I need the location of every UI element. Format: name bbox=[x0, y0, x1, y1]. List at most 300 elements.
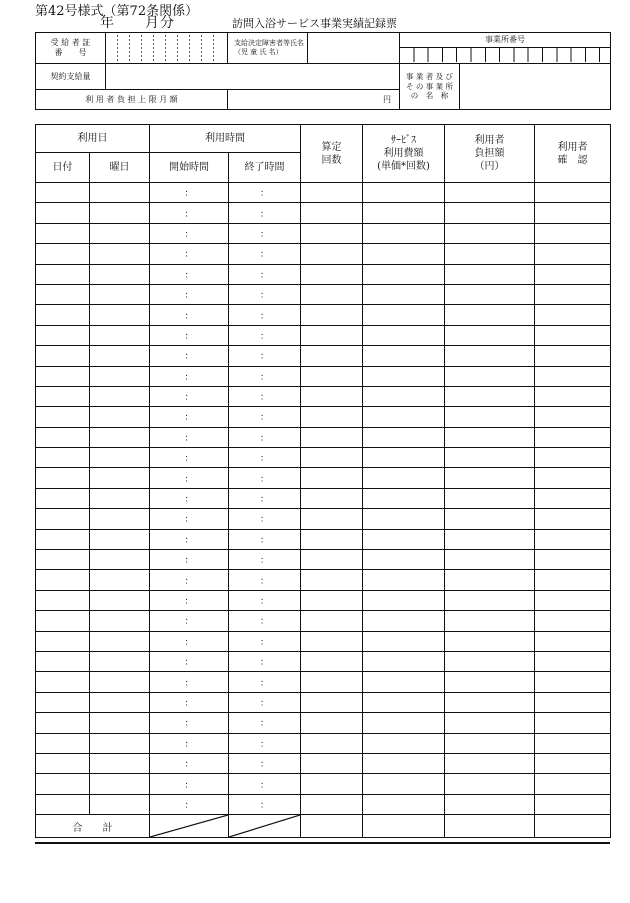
date-cell[interactable] bbox=[36, 713, 90, 733]
user-confirm-cell[interactable] bbox=[535, 407, 611, 427]
user-confirm-cell[interactable] bbox=[535, 203, 611, 223]
weekday-cell[interactable] bbox=[90, 284, 150, 304]
weekday-cell[interactable] bbox=[90, 631, 150, 651]
contract-amount-field[interactable] bbox=[106, 64, 400, 90]
start-time-cell[interactable] bbox=[150, 223, 229, 243]
weekday-cell[interactable] bbox=[90, 407, 150, 427]
start-time-cell[interactable] bbox=[150, 570, 229, 590]
date-cell[interactable] bbox=[36, 550, 90, 570]
service-fee-cell[interactable] bbox=[363, 733, 445, 753]
user-burden-cell[interactable] bbox=[445, 529, 535, 549]
user-confirm-cell[interactable] bbox=[535, 733, 611, 753]
time-colon: ： bbox=[259, 719, 269, 730]
date-cell[interactable] bbox=[36, 611, 90, 631]
user-confirm-cell[interactable] bbox=[535, 774, 611, 794]
start-time-cell[interactable] bbox=[150, 305, 229, 325]
date-cell[interactable] bbox=[36, 325, 90, 345]
end-time-cell[interactable] bbox=[229, 386, 301, 406]
office-number-field[interactable] bbox=[400, 48, 610, 62]
user-burden-cell[interactable] bbox=[445, 305, 535, 325]
time-colon: ： bbox=[259, 250, 269, 261]
date-cell[interactable] bbox=[36, 631, 90, 651]
user-burden-cell[interactable] bbox=[445, 183, 535, 203]
start-time-cell[interactable] bbox=[150, 366, 229, 386]
calc-count-cell[interactable] bbox=[301, 386, 363, 406]
date-cell[interactable] bbox=[36, 264, 90, 284]
user-burden-cell[interactable] bbox=[445, 651, 535, 671]
service-fee-cell[interactable] bbox=[363, 672, 445, 692]
service-fee-cell[interactable] bbox=[363, 427, 445, 447]
table-row bbox=[36, 223, 611, 243]
year-month: 年 月分 bbox=[100, 15, 175, 31]
user-confirm-cell[interactable] bbox=[535, 325, 611, 345]
calc-count-cell[interactable] bbox=[301, 183, 363, 203]
calc-count-cell[interactable] bbox=[301, 284, 363, 304]
provider-field[interactable] bbox=[460, 64, 611, 110]
table-row bbox=[36, 550, 611, 570]
weekday-cell[interactable] bbox=[90, 713, 150, 733]
time-colon: ： bbox=[259, 658, 269, 669]
calc-count-cell[interactable] bbox=[301, 448, 363, 468]
end-time-cell[interactable] bbox=[229, 631, 301, 651]
user-burden-cell[interactable] bbox=[445, 427, 535, 447]
service-fee-cell[interactable] bbox=[363, 570, 445, 590]
weekday-cell[interactable] bbox=[90, 346, 150, 366]
weekday-cell[interactable] bbox=[90, 692, 150, 712]
start-time-cell[interactable] bbox=[150, 407, 229, 427]
weekday-cell[interactable] bbox=[90, 590, 150, 610]
end-time-cell[interactable] bbox=[229, 284, 301, 304]
user-confirm-cell[interactable] bbox=[535, 692, 611, 712]
date-cell[interactable] bbox=[36, 284, 90, 304]
calc-count-cell[interactable] bbox=[301, 550, 363, 570]
time-colon: ： bbox=[184, 352, 194, 363]
service-fee-cell[interactable] bbox=[363, 651, 445, 671]
calc-count-cell[interactable] bbox=[301, 203, 363, 223]
time-colon: ： bbox=[259, 454, 269, 465]
total-service-fee[interactable] bbox=[363, 815, 445, 838]
service-fee-cell[interactable] bbox=[363, 774, 445, 794]
user-confirm-cell[interactable] bbox=[535, 529, 611, 549]
time-colon: ： bbox=[259, 535, 269, 546]
service-fee-cell[interactable] bbox=[363, 713, 445, 733]
support-person-field[interactable] bbox=[308, 33, 400, 64]
user-burden-cell[interactable] bbox=[445, 448, 535, 468]
start-time-cell[interactable] bbox=[150, 753, 229, 773]
time-colon: ： bbox=[184, 495, 194, 506]
date-cell[interactable] bbox=[36, 407, 90, 427]
user-confirm-cell[interactable] bbox=[535, 305, 611, 325]
user-confirm-cell[interactable] bbox=[535, 386, 611, 406]
calc-count-cell[interactable] bbox=[301, 672, 363, 692]
date-cell[interactable] bbox=[36, 753, 90, 773]
calc-count-cell[interactable] bbox=[301, 488, 363, 508]
date-cell[interactable] bbox=[36, 366, 90, 386]
user-burden-cell[interactable] bbox=[445, 753, 535, 773]
user-burden-cell[interactable] bbox=[445, 346, 535, 366]
calc-count-cell[interactable] bbox=[301, 468, 363, 488]
date-cell[interactable] bbox=[36, 223, 90, 243]
user-confirm-cell[interactable] bbox=[535, 244, 611, 264]
start-time-cell[interactable] bbox=[150, 488, 229, 508]
table-row bbox=[36, 468, 611, 488]
user-burden-cell[interactable] bbox=[445, 488, 535, 508]
weekday-header: 曜日 bbox=[90, 153, 150, 183]
user-burden-cell[interactable] bbox=[445, 713, 535, 733]
service-fee-cell[interactable] bbox=[363, 183, 445, 203]
end-time-cell[interactable] bbox=[229, 427, 301, 447]
end-time-cell[interactable] bbox=[229, 264, 301, 284]
end-time-cell[interactable] bbox=[229, 651, 301, 671]
time-colon: ： bbox=[184, 780, 194, 791]
end-time-cell[interactable] bbox=[229, 244, 301, 264]
total-user-confirm[interactable] bbox=[535, 815, 611, 838]
user-confirm-cell[interactable] bbox=[535, 448, 611, 468]
end-time-cell[interactable] bbox=[229, 468, 301, 488]
end-time-cell[interactable] bbox=[229, 692, 301, 712]
calc-count-cell[interactable] bbox=[301, 427, 363, 447]
start-time-cell[interactable] bbox=[150, 774, 229, 794]
calc-count-cell[interactable] bbox=[301, 346, 363, 366]
end-time-cell[interactable] bbox=[229, 713, 301, 733]
service-fee-cell[interactable] bbox=[363, 550, 445, 570]
start-time-cell[interactable] bbox=[150, 468, 229, 488]
user-confirm-cell[interactable] bbox=[535, 509, 611, 529]
office-number-label: 事業所番号 bbox=[400, 33, 610, 48]
time-colon: ： bbox=[184, 433, 194, 444]
end-time-cell[interactable] bbox=[229, 488, 301, 508]
start-time-cell[interactable] bbox=[150, 631, 229, 651]
total-label: 合 計 bbox=[36, 815, 150, 838]
weekday-cell[interactable] bbox=[90, 753, 150, 773]
user-confirm-cell[interactable] bbox=[535, 366, 611, 386]
start-time-cell[interactable] bbox=[150, 590, 229, 610]
user-burden-limit-field[interactable] bbox=[228, 90, 400, 110]
user-confirm-cell[interactable] bbox=[535, 550, 611, 570]
start-time-cell[interactable] bbox=[150, 794, 229, 814]
end-time-cell[interactable] bbox=[229, 774, 301, 794]
weekday-cell[interactable] bbox=[90, 488, 150, 508]
weekday-cell[interactable] bbox=[90, 244, 150, 264]
service-fee-cell[interactable] bbox=[363, 305, 445, 325]
time-colon: ： bbox=[184, 189, 194, 200]
calc-count-cell[interactable] bbox=[301, 651, 363, 671]
time-colon: ： bbox=[184, 270, 194, 281]
start-time-cell[interactable] bbox=[150, 284, 229, 304]
user-burden-cell[interactable] bbox=[445, 264, 535, 284]
user-burden-cell[interactable] bbox=[445, 366, 535, 386]
service-fee-cell[interactable] bbox=[363, 244, 445, 264]
weekday-cell[interactable] bbox=[90, 733, 150, 753]
weekday-cell[interactable] bbox=[90, 529, 150, 549]
weekday-cell[interactable] bbox=[90, 509, 150, 529]
date-cell[interactable] bbox=[36, 570, 90, 590]
calc-count-cell[interactable] bbox=[301, 794, 363, 814]
start-time-cell[interactable] bbox=[150, 427, 229, 447]
user-confirm-cell[interactable] bbox=[535, 631, 611, 651]
user-burden-cell[interactable] bbox=[445, 570, 535, 590]
service-fee-cell[interactable] bbox=[363, 529, 445, 549]
date-cell[interactable] bbox=[36, 346, 90, 366]
end-time-cell[interactable] bbox=[229, 570, 301, 590]
recipient-number-field[interactable] bbox=[106, 33, 228, 64]
calc-count-cell[interactable] bbox=[301, 753, 363, 773]
service-fee-cell[interactable] bbox=[363, 386, 445, 406]
weekday-cell[interactable] bbox=[90, 264, 150, 284]
date-cell[interactable] bbox=[36, 448, 90, 468]
user-burden-cell[interactable] bbox=[445, 203, 535, 223]
user-burden-cell[interactable] bbox=[445, 631, 535, 651]
calc-count-cell[interactable] bbox=[301, 509, 363, 529]
service-fee-cell[interactable] bbox=[363, 488, 445, 508]
total-user-burden[interactable] bbox=[445, 815, 535, 838]
end-time-cell[interactable] bbox=[229, 325, 301, 345]
time-colon: ： bbox=[259, 229, 269, 240]
weekday-cell[interactable] bbox=[90, 794, 150, 814]
user-confirm-cell[interactable] bbox=[535, 753, 611, 773]
time-colon: ： bbox=[259, 617, 269, 628]
weekday-cell[interactable] bbox=[90, 183, 150, 203]
table-row bbox=[36, 183, 611, 203]
date-cell[interactable] bbox=[36, 651, 90, 671]
time-colon: ： bbox=[259, 413, 269, 424]
table-row bbox=[36, 407, 611, 427]
end-time-cell[interactable] bbox=[229, 794, 301, 814]
weekday-cell[interactable] bbox=[90, 468, 150, 488]
start-time-cell[interactable] bbox=[150, 325, 229, 345]
user-confirm-cell[interactable] bbox=[535, 611, 611, 631]
service-fee-cell[interactable] bbox=[363, 448, 445, 468]
time-colon: ： bbox=[184, 576, 194, 587]
service-fee-cell[interactable] bbox=[363, 794, 445, 814]
service-fee-cell[interactable] bbox=[363, 325, 445, 345]
user-confirm-cell[interactable] bbox=[535, 183, 611, 203]
calc-count-cell[interactable] bbox=[301, 733, 363, 753]
end-time-cell[interactable] bbox=[229, 753, 301, 773]
user-confirm-cell[interactable] bbox=[535, 713, 611, 733]
total-calc-count[interactable] bbox=[301, 815, 363, 838]
user-burden-cell[interactable] bbox=[445, 325, 535, 345]
yen-unit: 円 bbox=[383, 95, 391, 104]
user-burden-cell[interactable] bbox=[445, 223, 535, 243]
start-time-cell[interactable] bbox=[150, 713, 229, 733]
user-burden-cell[interactable] bbox=[445, 774, 535, 794]
start-time-cell[interactable] bbox=[150, 448, 229, 468]
calc-count-cell[interactable] bbox=[301, 529, 363, 549]
service-fee-cell[interactable] bbox=[363, 692, 445, 712]
end-time-cell[interactable] bbox=[229, 509, 301, 529]
calc-count-cell[interactable] bbox=[301, 366, 363, 386]
user-confirm-cell[interactable] bbox=[535, 427, 611, 447]
date-cell[interactable] bbox=[36, 386, 90, 406]
end-time-cell[interactable] bbox=[229, 346, 301, 366]
service-fee-header: ｻｰﾋﾞｽ 利用費額 (単価*回数) bbox=[363, 125, 445, 183]
end-time-cell[interactable] bbox=[229, 223, 301, 243]
weekday-cell[interactable] bbox=[90, 223, 150, 243]
service-fee-cell[interactable] bbox=[363, 346, 445, 366]
start-time-cell[interactable] bbox=[150, 244, 229, 264]
service-fee-cell[interactable] bbox=[363, 611, 445, 631]
calc-count-cell[interactable] bbox=[301, 692, 363, 712]
table-row bbox=[36, 264, 611, 284]
service-record-table bbox=[35, 124, 611, 838]
start-time-cell[interactable] bbox=[150, 529, 229, 549]
user-confirm-cell[interactable] bbox=[535, 223, 611, 243]
end-time-header: 終了時間 bbox=[229, 153, 301, 183]
user-confirm-cell[interactable] bbox=[535, 570, 611, 590]
calc-count-cell[interactable] bbox=[301, 570, 363, 590]
end-time-cell[interactable] bbox=[229, 590, 301, 610]
service-fee-cell[interactable] bbox=[363, 631, 445, 651]
date-cell[interactable] bbox=[36, 733, 90, 753]
weekday-cell[interactable] bbox=[90, 611, 150, 631]
end-time-cell[interactable] bbox=[229, 448, 301, 468]
calc-count-cell[interactable] bbox=[301, 611, 363, 631]
start-time-cell[interactable] bbox=[150, 692, 229, 712]
time-colon: ： bbox=[259, 209, 269, 220]
calc-count-cell[interactable] bbox=[301, 223, 363, 243]
start-time-cell[interactable] bbox=[150, 264, 229, 284]
weekday-cell[interactable] bbox=[90, 203, 150, 223]
date-cell[interactable] bbox=[36, 529, 90, 549]
date-cell[interactable] bbox=[36, 244, 90, 264]
start-time-cell[interactable] bbox=[150, 651, 229, 671]
date-cell[interactable] bbox=[36, 183, 90, 203]
calc-count-cell[interactable] bbox=[301, 264, 363, 284]
user-burden-cell[interactable] bbox=[445, 244, 535, 264]
calc-count-cell[interactable] bbox=[301, 774, 363, 794]
end-time-cell[interactable] bbox=[229, 305, 301, 325]
start-time-cell[interactable] bbox=[150, 509, 229, 529]
user-burden-cell[interactable] bbox=[445, 550, 535, 570]
date-cell[interactable] bbox=[36, 672, 90, 692]
user-burden-cell[interactable] bbox=[445, 692, 535, 712]
user-burden-cell[interactable] bbox=[445, 590, 535, 610]
user-burden-cell[interactable] bbox=[445, 284, 535, 304]
weekday-cell[interactable] bbox=[90, 305, 150, 325]
end-time-cell[interactable] bbox=[229, 672, 301, 692]
service-fee-cell[interactable] bbox=[363, 753, 445, 773]
date-cell[interactable] bbox=[36, 305, 90, 325]
date-cell[interactable] bbox=[36, 468, 90, 488]
start-time-cell[interactable] bbox=[150, 346, 229, 366]
date-cell[interactable] bbox=[36, 509, 90, 529]
start-time-cell[interactable] bbox=[150, 183, 229, 203]
user-burden-cell[interactable] bbox=[445, 794, 535, 814]
time-colon: ： bbox=[259, 739, 269, 750]
weekday-cell[interactable] bbox=[90, 427, 150, 447]
user-confirm-cell[interactable] bbox=[535, 794, 611, 814]
user-confirm-cell[interactable] bbox=[535, 590, 611, 610]
weekday-cell[interactable] bbox=[90, 774, 150, 794]
calc-count-cell[interactable] bbox=[301, 305, 363, 325]
calc-count-cell[interactable] bbox=[301, 590, 363, 610]
calc-count-cell[interactable] bbox=[301, 631, 363, 651]
user-burden-cell[interactable] bbox=[445, 386, 535, 406]
service-fee-cell[interactable] bbox=[363, 223, 445, 243]
table-row bbox=[36, 631, 611, 651]
end-time-cell[interactable] bbox=[229, 611, 301, 631]
end-time-cell[interactable] bbox=[229, 203, 301, 223]
end-time-cell[interactable] bbox=[229, 529, 301, 549]
date-cell[interactable] bbox=[36, 590, 90, 610]
start-time-cell[interactable] bbox=[150, 386, 229, 406]
table-row bbox=[36, 611, 611, 631]
user-confirm-cell[interactable] bbox=[535, 672, 611, 692]
time-colon: ： bbox=[259, 637, 269, 648]
service-fee-cell[interactable] bbox=[363, 407, 445, 427]
date-cell[interactable] bbox=[36, 488, 90, 508]
date-cell[interactable] bbox=[36, 203, 90, 223]
user-burden-cell[interactable] bbox=[445, 407, 535, 427]
service-fee-cell[interactable] bbox=[363, 509, 445, 529]
weekday-cell[interactable] bbox=[90, 550, 150, 570]
user-confirm-cell[interactable] bbox=[535, 488, 611, 508]
user-burden-cell[interactable] bbox=[445, 468, 535, 488]
end-time-cell[interactable] bbox=[229, 550, 301, 570]
weekday-cell[interactable] bbox=[90, 651, 150, 671]
weekday-cell[interactable] bbox=[90, 386, 150, 406]
end-time-cell[interactable] bbox=[229, 366, 301, 386]
table-row bbox=[36, 448, 611, 468]
time-colon: ： bbox=[184, 800, 194, 811]
service-fee-cell[interactable] bbox=[363, 264, 445, 284]
start-time-cell[interactable] bbox=[150, 672, 229, 692]
calc-count-cell[interactable] bbox=[301, 713, 363, 733]
weekday-cell[interactable] bbox=[90, 448, 150, 468]
user-confirm-header: 利用者 確 認 bbox=[535, 125, 611, 183]
date-cell[interactable] bbox=[36, 427, 90, 447]
weekday-cell[interactable] bbox=[90, 570, 150, 590]
table-row bbox=[36, 346, 611, 366]
time-colon: ： bbox=[184, 739, 194, 750]
time-colon: ： bbox=[184, 250, 194, 261]
user-burden-cell[interactable] bbox=[445, 733, 535, 753]
weekday-cell[interactable] bbox=[90, 325, 150, 345]
user-confirm-cell[interactable] bbox=[535, 651, 611, 671]
date-cell[interactable] bbox=[36, 774, 90, 794]
date-cell[interactable] bbox=[36, 692, 90, 712]
user-burden-cell[interactable] bbox=[445, 672, 535, 692]
start-time-cell[interactable] bbox=[150, 733, 229, 753]
calc-count-cell[interactable] bbox=[301, 244, 363, 264]
calc-count-cell[interactable] bbox=[301, 407, 363, 427]
start-time-cell[interactable] bbox=[150, 611, 229, 631]
end-time-cell[interactable] bbox=[229, 183, 301, 203]
user-burden-cell[interactable] bbox=[445, 509, 535, 529]
date-cell[interactable] bbox=[36, 794, 90, 814]
time-colon: ： bbox=[184, 658, 194, 669]
service-fee-cell[interactable] bbox=[363, 590, 445, 610]
weekday-cell[interactable] bbox=[90, 672, 150, 692]
service-fee-cell[interactable] bbox=[363, 468, 445, 488]
user-confirm-cell[interactable] bbox=[535, 468, 611, 488]
end-time-cell[interactable] bbox=[229, 407, 301, 427]
calc-count-cell[interactable] bbox=[301, 325, 363, 345]
start-time-cell[interactable] bbox=[150, 203, 229, 223]
table-row bbox=[36, 305, 611, 325]
service-fee-cell[interactable] bbox=[363, 284, 445, 304]
user-confirm-cell[interactable] bbox=[535, 346, 611, 366]
service-fee-cell[interactable] bbox=[363, 366, 445, 386]
end-time-cell[interactable] bbox=[229, 733, 301, 753]
user-confirm-cell[interactable] bbox=[535, 264, 611, 284]
service-fee-cell[interactable] bbox=[363, 203, 445, 223]
start-time-cell[interactable] bbox=[150, 550, 229, 570]
weekday-cell[interactable] bbox=[90, 366, 150, 386]
user-confirm-cell[interactable] bbox=[535, 284, 611, 304]
user-burden-cell[interactable] bbox=[445, 611, 535, 631]
